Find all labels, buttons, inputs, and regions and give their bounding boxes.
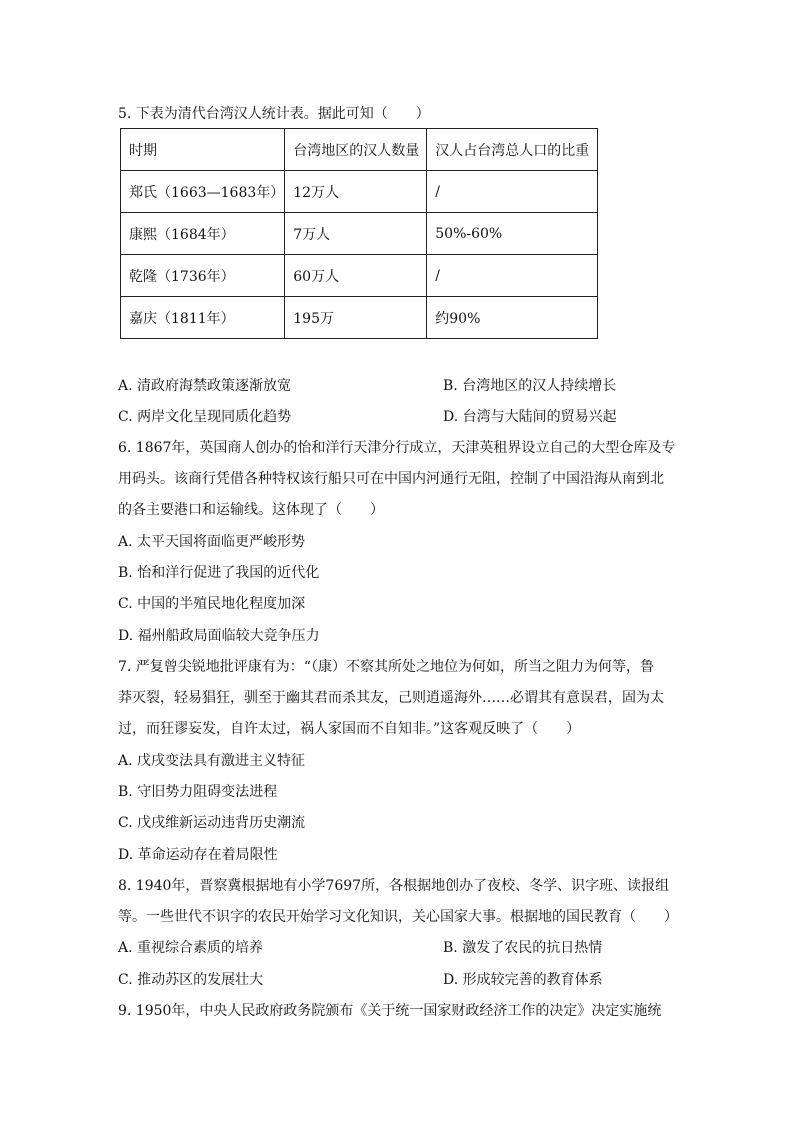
question-8-stem-line: 8. 1940年，晋察冀根据地有小学7697所，各根据地创办了夜校、冬学、识字班、读报组 xyxy=(118,878,670,894)
table-cell: 康熙（1684年） xyxy=(121,213,285,255)
q8-option-a[interactable]: A. 重视综合素质的培养 xyxy=(118,940,264,956)
q8-option-b[interactable]: B. 激发了农民的抗日热情 xyxy=(443,940,603,956)
table-row xyxy=(121,171,598,213)
table-cell: 195万 xyxy=(285,297,427,339)
question-9-stem-line: 9. 1950年，中央人民政府政务院颁布《关于统一国家财政经济工作的决定》决定实施统 xyxy=(118,1003,662,1019)
q6-option-b[interactable]: B. 怡和洋行促进了我国的近代化 xyxy=(118,565,320,581)
table-header-row xyxy=(121,129,598,171)
question-6-stem-line: 6. 1867年，英国商人创办的怡和洋行天津分行成立，天津英租界设立自己的大型仓库及专 xyxy=(118,440,676,456)
table-row xyxy=(121,297,598,339)
q8-option-d[interactable]: D. 形成较完善的教育体系 xyxy=(443,972,603,988)
q7-option-b[interactable]: B. 守旧势力阻碍变法进程 xyxy=(118,784,278,800)
q7-option-d[interactable]: D. 革命运动存在着局限性 xyxy=(118,847,278,863)
q5-option-a[interactable]: A. 清政府海禁政策逐渐放宽 xyxy=(118,378,292,394)
table-cell: 乾隆（1736年） xyxy=(121,255,285,297)
q5-option-b[interactable]: B. 台湾地区的汉人持续增长 xyxy=(443,378,617,394)
question-6-stem-line: 的各主要港口和运输线。这体现了（ ） xyxy=(118,502,384,518)
q8-option-c[interactable]: C. 推动苏区的发展壮大 xyxy=(118,972,264,988)
table-cell: 嘉庆（1811年） xyxy=(121,297,285,339)
q5-option-d[interactable]: D. 台湾与大陆间的贸易兴起 xyxy=(443,409,617,425)
question-6-stem-line: 用码头。该商行凭借各种特权该行船只可在中国内河通行无阻，控制了中国沿海从南到北 xyxy=(118,471,664,487)
q7-option-a[interactable]: A. 戊戌变法具有激进主义特征 xyxy=(118,753,306,769)
question-7-stem-line: 莽灭裂，轻易猖狂，驯至于幽其君而杀其友，己则逍遥海外……必谓其有意误君，固为太 xyxy=(118,690,664,706)
table-cell: 7万人 xyxy=(285,213,427,255)
table-cell: 60万人 xyxy=(285,255,427,297)
table-header-cell: 台湾地区的汉人数量 xyxy=(285,129,427,171)
table-cell: 12万人 xyxy=(285,171,427,213)
table-cell: / xyxy=(427,171,598,213)
question-7-stem-line: 7. 严复曾尖锐地批评康有为：“（康）不察其所处之地位为何如，所当之阻力为何等，鲁 xyxy=(118,659,654,675)
table-row xyxy=(121,255,598,297)
table-header-cell: 汉人占台湾总人口的比重 xyxy=(427,129,598,171)
q6-option-d[interactable]: D. 福州船政局面临较大竞争压力 xyxy=(118,628,320,644)
table-cell: / xyxy=(427,255,598,297)
table-header-cell: 时期 xyxy=(121,129,285,171)
table-cell: 50%-60% xyxy=(427,213,598,255)
table-cell: 郑氏（1663—1683年） xyxy=(121,171,285,213)
q6-option-c[interactable]: C. 中国的半殖民地化程度加深 xyxy=(118,596,306,612)
q7-option-c[interactable]: C. 戊戌维新运动违背历史潮流 xyxy=(118,815,306,831)
question-8-stem-line: 等。一些世代不识字的农民开始学习文化知识，关心国家大事。根据地的国民教育（ ） xyxy=(118,909,678,925)
taiwan-han-population-table xyxy=(120,128,598,339)
q5-option-c[interactable]: C. 两岸文化呈现同质化趋势 xyxy=(118,409,292,425)
question-5-stem: 5. 下表为清代台湾汉人统计表。据此可知（ ） xyxy=(118,106,430,122)
q6-option-a[interactable]: A. 太平天国将面临更严峻形势 xyxy=(118,534,306,550)
question-7-stem-line: 过，而狂谬妄发，自许太过，祸人家国而不自知非。”这客观反映了（ ） xyxy=(118,721,581,737)
table-row xyxy=(121,213,598,255)
table-cell: 约90% xyxy=(427,297,598,339)
